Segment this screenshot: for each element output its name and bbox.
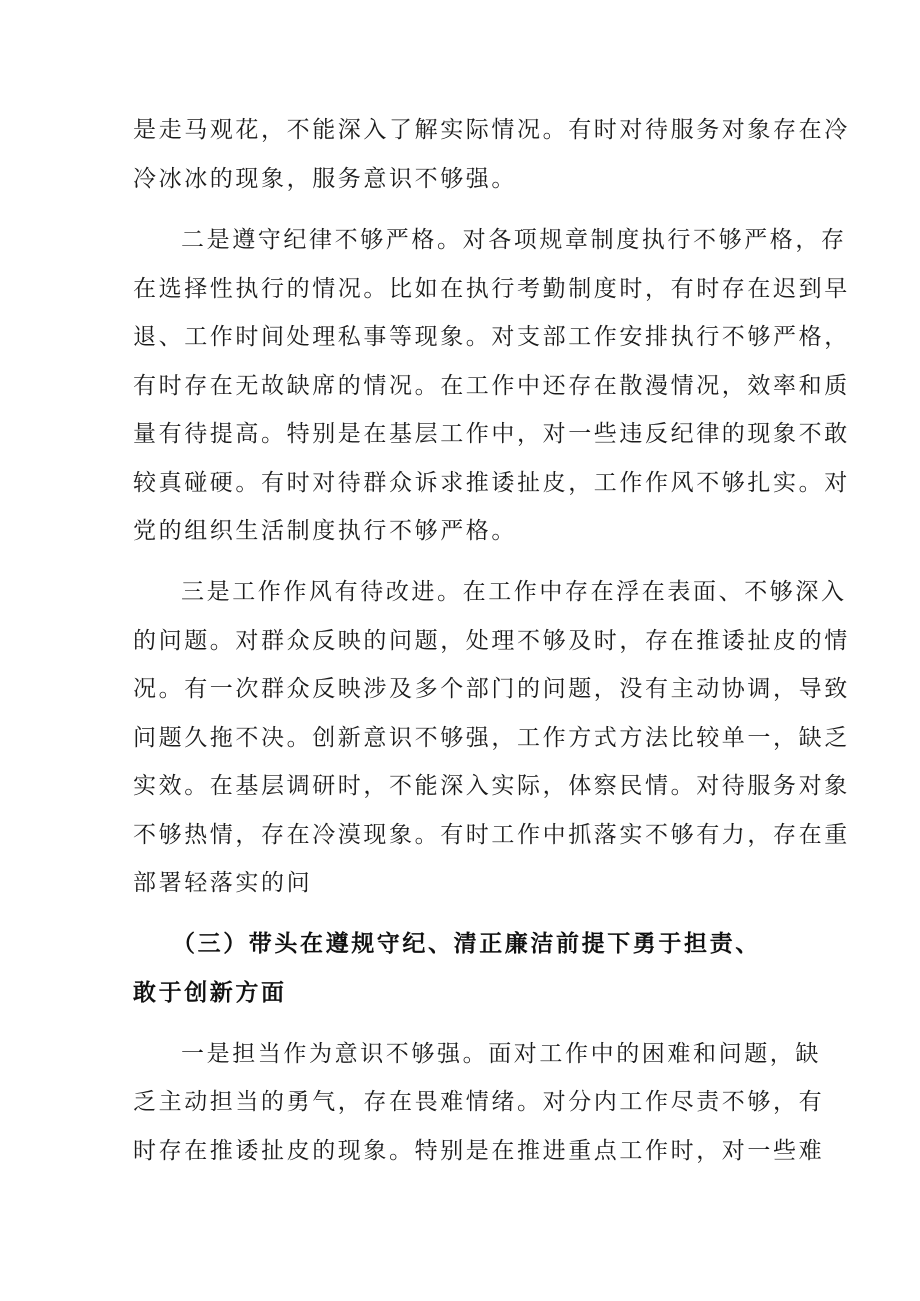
body-line: 实效。在基层调研时，不能深入实际，体察民情。对待服务对象 — [133, 773, 850, 799]
body-line: 的问题。对群众反映的问题，处理不够及时，存在推诿扯皮的情 — [133, 628, 850, 654]
body-line: 不够热情，存在冷漠现象。有时工作中抓落实不够有力，存在重 — [133, 822, 850, 848]
body-line: 有时存在无故缺席的情况。在工作中还存在散漫情况，效率和质 — [133, 373, 850, 399]
body-line: 况。有一次群众反映涉及多个部门的问题，没有主动协调，导致 — [133, 676, 850, 702]
body-line: 党的组织生活制度执行不够严格。 — [133, 518, 517, 544]
body-line: 退、工作时间处理私事等现象。对支部工作安排执行不够严格， — [133, 324, 850, 350]
body-line: 是走马观花，不能深入了解实际情况。有时对待服务对象存在冷 — [133, 117, 850, 143]
paragraph-first-line: 一是担当作为意识不够强。面对工作中的困难和问题，缺 — [181, 1041, 821, 1067]
body-line: 量有待提高。特别是在基层工作中，对一些违反纪律的现象不敢 — [133, 421, 850, 447]
body-line: 在选择性执行的情况。比如在执行考勤制度时，有时存在迟到早 — [133, 276, 850, 302]
body-line: 冷冰冰的现象，服务意识不够强。 — [133, 166, 517, 192]
body-line: 乏主动担当的勇气，存在畏难情绪。对分内工作尽责不够，有 — [133, 1089, 825, 1115]
section-heading-continued: 敢于创新方面 — [133, 980, 287, 1006]
section-heading: （三）带头在遵规守纪、清正廉洁前提下勇于担责、 — [172, 931, 761, 957]
body-line: 部署轻落实的问 — [133, 870, 313, 896]
body-line: 问题久拖不决。创新意识不够强，工作方式方法比较单一，缺乏 — [133, 725, 850, 751]
body-line: 时存在推诿扯皮的现象。特别是在推进重点工作时，对一些难 — [133, 1138, 825, 1164]
paragraph-first-line: 二是遵守纪律不够严格。对各项规章制度执行不够严格，存 — [181, 227, 847, 253]
paragraph-first-line: 三是工作作风有待改进。在工作中存在浮在表面、不够深入 — [181, 579, 847, 605]
body-line: 较真碰硬。有时对待群众诉求推诿扯皮，工作作风不够扎实。对 — [133, 470, 850, 496]
